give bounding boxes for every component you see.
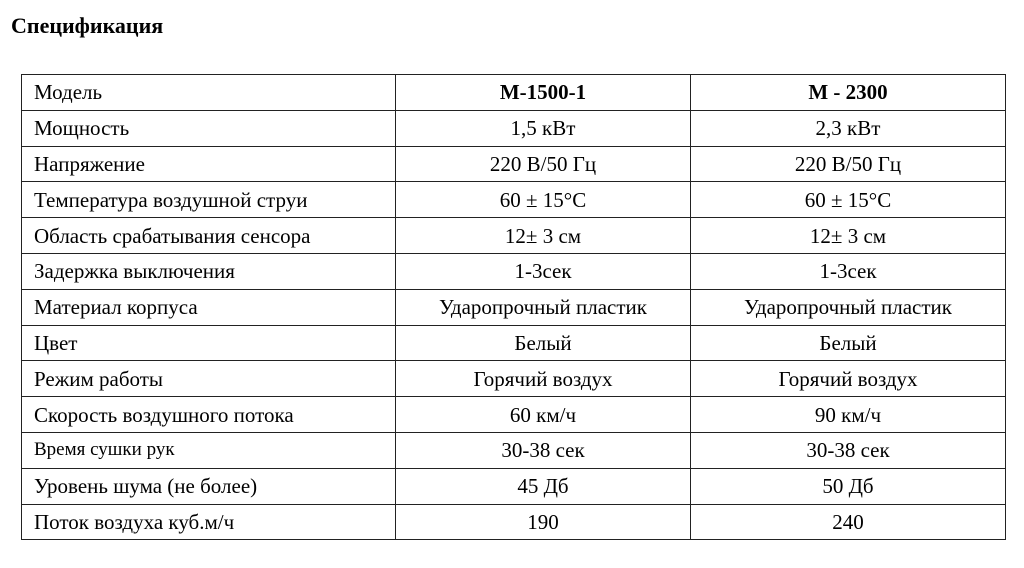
table-row [22,468,1006,504]
row-label-cell: Температура воздушной струи [22,182,396,218]
row-label-cell: Уровень шума (не более) [22,468,396,504]
model1-value-cell: Горячий воздух [396,361,691,397]
model1-value-cell: 60 ± 15°С [396,182,691,218]
row-label-cell: Время сушки рук [22,432,396,468]
model2-value-cell: 220 В/50 Гц [691,146,1006,182]
row-label-cell: Материал корпуса [22,289,396,325]
model1-value-cell: 220 В/50 Гц [396,146,691,182]
row-label-cell: Мощность [22,110,396,146]
spec-table [21,74,1006,540]
table-row [22,182,1006,218]
table-row [22,110,1006,146]
row-label-cell: Область срабатывания сенсора [22,218,396,254]
header-model1-cell: М-1500-1 [396,75,691,111]
table-row [22,146,1006,182]
table-row [22,397,1006,433]
model1-value-cell: Ударопрочный пластик [396,289,691,325]
model1-value-cell: 60 км/ч [396,397,691,433]
row-label-cell: Цвет [22,325,396,361]
table-row [22,361,1006,397]
table-row [22,325,1006,361]
model2-value-cell: 50 Дб [691,468,1006,504]
row-label-cell: Задержка выключения [22,253,396,289]
model2-value-cell: 30-38 сек [691,432,1006,468]
row-label-cell: Режим работы [22,361,396,397]
model2-value-cell: 90 км/ч [691,397,1006,433]
model1-value-cell: 1-3сек [396,253,691,289]
model2-value-cell: Белый [691,325,1006,361]
model2-value-cell: 60 ± 15°С [691,182,1006,218]
model1-value-cell: 30-38 сек [396,432,691,468]
page-title: Спецификация [11,13,164,38]
model1-value-cell: 12± 3 см [396,218,691,254]
model1-value-cell: 1,5 кВт [396,110,691,146]
table-header-row [22,75,1006,111]
model1-value-cell: 190 [396,504,691,540]
table-row [22,432,1006,468]
table-row [22,504,1006,540]
model2-value-cell: 2,3 кВт [691,110,1006,146]
table-row [22,218,1006,254]
model2-value-cell: 12± 3 см [691,218,1006,254]
row-label-cell: Поток воздуха куб.м/ч [22,504,396,540]
model2-value-cell: 240 [691,504,1006,540]
row-label-cell: Скорость воздушного потока [22,397,396,433]
header-label-cell: Модель [22,75,396,111]
model2-value-cell: Ударопрочный пластик [691,289,1006,325]
model1-value-cell: 45 Дб [396,468,691,504]
table-row [22,253,1006,289]
model2-value-cell: Горячий воздух [691,361,1006,397]
table-row [22,289,1006,325]
model2-value-cell: 1-3сек [691,253,1006,289]
row-label-cell: Напряжение [22,146,396,182]
header-model2-cell: М - 2300 [691,75,1006,111]
model1-value-cell: Белый [396,325,691,361]
